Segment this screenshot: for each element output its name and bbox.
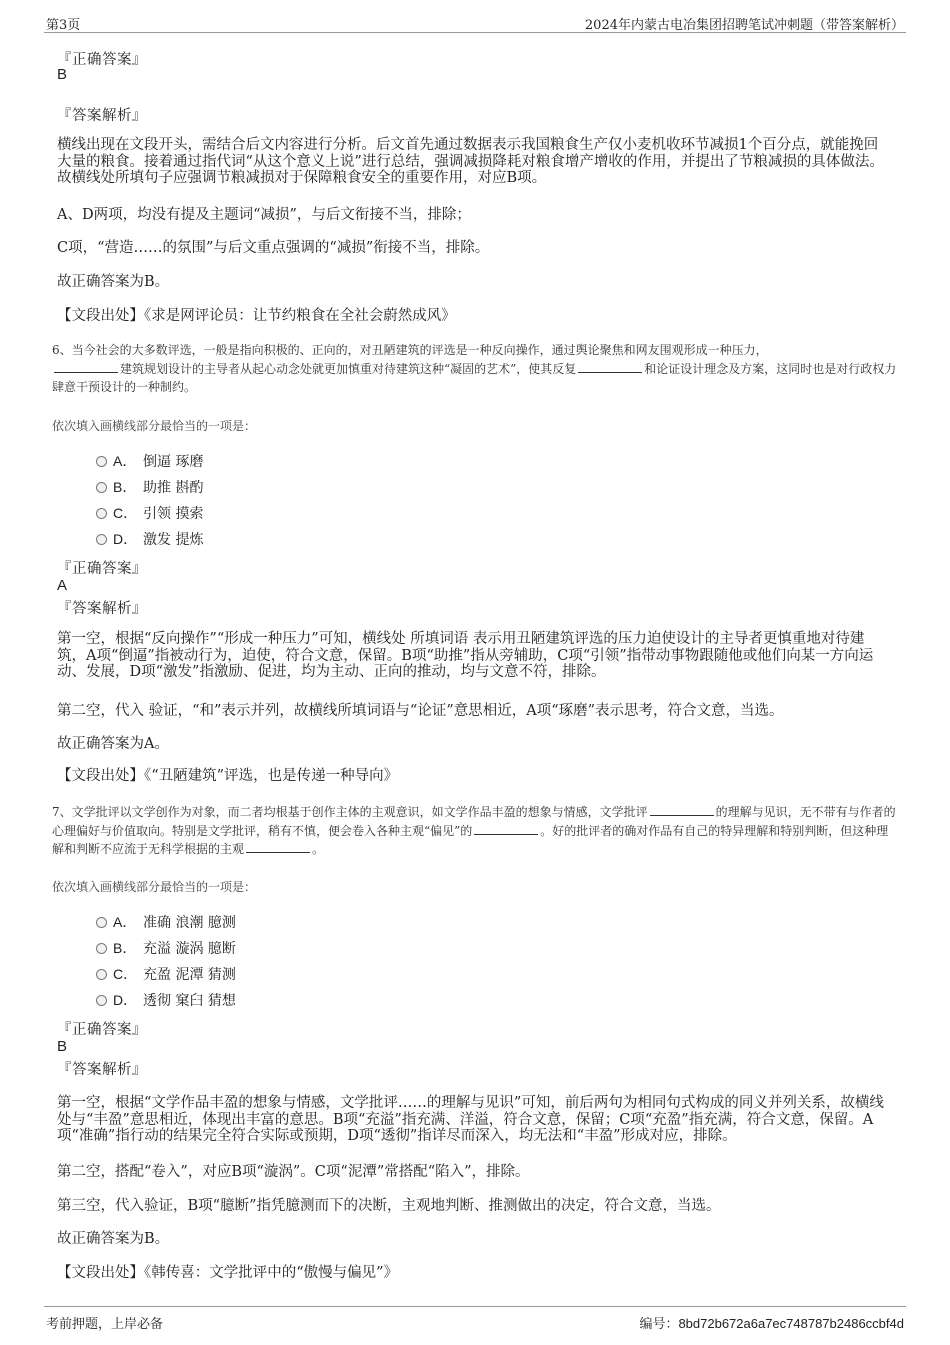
fill-blank — [578, 360, 642, 373]
document-code: 编号：8bd72b672a6a7ec748787b2486ccbf4d — [639, 1316, 904, 1331]
option-c[interactable]: C． 引领 摸索 — [96, 503, 203, 523]
radio-button[interactable] — [96, 508, 107, 519]
analysis-paragraph: 故正确答案为B。 — [57, 1231, 170, 1247]
radio-button[interactable] — [96, 969, 107, 980]
analysis-paragraph: 第二空，代入 验证，“和”表示并列，故横线所填词语与“论证”意思相近，A项“琢磨”表示思考，符合文意，当选。 — [57, 703, 784, 719]
page-number: 第3页 — [46, 18, 81, 33]
answer-label: 『正确答案』 — [57, 1022, 147, 1038]
question-hint: 依次填入画横线部分最恰当的一项是： — [52, 880, 257, 894]
analysis-paragraph: 故正确答案为A。 — [57, 736, 169, 752]
analysis-paragraph: 第二空，搭配“卷入”，对应B项“漩涡”。C项“泥潭”常搭配“陷入”，排除。 — [57, 1164, 530, 1180]
option-a[interactable]: A． 准确 浪潮 臆测 — [96, 912, 236, 932]
document-title: 2024年内蒙古电冶集团招聘笔试冲刺题（带答案解析） — [584, 18, 904, 33]
radio-button[interactable] — [96, 534, 107, 545]
footer-slogan: 考前押题，上岸必备 — [46, 1317, 164, 1332]
analysis-paragraph: 横线出现在文段开头，需结合后文内容进行分析。后文首先通过数据表示我国粮食生产仅小麦机收环节减损1个百分点，就能挽回大量的粮食。接着通过指代词“从这个意义上说”进行总结，强调减损降耗对粮食增产增收的作用，并提出了节粮减损的具体做法。故横线处所填句子应强调节粮减损对于保障粮食安全的重要作用，对应B项。 — [57, 137, 884, 186]
analysis-paragraph: 故正确答案为B。 — [57, 274, 170, 290]
radio-button[interactable] — [96, 943, 107, 954]
analysis-label: 『答案解析』 — [57, 601, 147, 617]
radio-button[interactable] — [96, 482, 107, 493]
analysis-paragraph: A、D两项，均没有提及主题词“减损”，与后文衔接不当，排除； — [57, 207, 471, 223]
answer-value: B — [57, 66, 68, 83]
analysis-label: 『答案解析』 — [57, 1062, 147, 1078]
option-c[interactable]: C． 充盈 泥潭 猜测 — [96, 964, 236, 984]
answer-value: A — [57, 577, 68, 594]
analysis-paragraph: 第三空，代入验证，B项“臆断”指凭臆测而下的决断，主观地判断、推测做出的决定，符合文意，当选。 — [57, 1198, 721, 1214]
analysis-paragraph: C项，“营造……的氛围”与后文重点强调的“减损”衔接不当，排除。 — [57, 240, 490, 256]
radio-button[interactable] — [96, 995, 107, 1006]
answer-value: B — [57, 1038, 68, 1055]
fill-blank — [54, 360, 118, 373]
option-a[interactable]: A． 倒逼 琢磨 — [96, 451, 203, 471]
fill-blank — [474, 822, 538, 835]
source-citation: 【文段出处】《韩传喜：文学批评中的“傲慢与偏见”》 — [57, 1265, 399, 1281]
fill-blank — [650, 803, 714, 816]
page-header — [44, 12, 906, 33]
radio-button[interactable] — [96, 917, 107, 928]
option-b[interactable]: B． 助推 斟酌 — [96, 477, 203, 497]
radio-button[interactable] — [96, 456, 107, 467]
question-stem: 7、文学批评以文学创作为对象，而二者均根基于创作主体的主观意识，如文学作品丰盈的想象与情感，文学批评 的理解与见识，无不带有与作者的心理偏好与价值取向。特别是文学批评，稍有不慎，便会卷入各种主观“偏见”的 。好的批评者的确对作品有自己的特异理解和特别判断，但这种理解和判断不应流于无科学根据的主观 。 — [52, 805, 896, 856]
fill-blank — [246, 840, 310, 853]
answer-label: 『正确答案』 — [57, 52, 147, 68]
analysis-label: 『答案解析』 — [57, 108, 147, 124]
option-d[interactable]: D． 透彻 窠臼 猜想 — [96, 990, 236, 1010]
page-footer — [44, 1306, 906, 1331]
analysis-paragraph: 第一空，根据“文学作品丰盈的想象与情感，文学批评……的理解与见识”可知，前后两句为相同句式构成的同义并列关系，故横线处与“丰盈”意思相近，体现出丰富的意思。B项“充溢”指充满、洋溢，符合文意，保留；C项“充盈”指充满，符合文意，保留。A项“准确”指行动的结果完全符合实际或预期，D项“透彻”指详尽而深入，均无法和“丰盈”形成对应，排除。 — [57, 1095, 884, 1144]
analysis-paragraph: 第一空，根据“反向操作”“形成一种压力”可知，横线处 所填词语 表示用丑陋建筑评选的压力迫使设计的主导者更慎重地对待建筑，A项“倒逼”指被动行为，迫使，符合文意，保留。B项“助推”指从旁辅助，C项“引领”指带动事物跟随他或他们向某一方向运动、发展，D项“激发”指激励、促进，均为主动、正向的推动，均与文意不符，排除。 — [57, 631, 874, 680]
source-citation: 【文段出处】《求是网评论员：让节约粮食在全社会蔚然成风》 — [57, 308, 456, 324]
source-citation: 【文段出处】《“丑陋建筑”评选，也是传递一种导向》 — [57, 768, 399, 784]
question-stem: 6、当今社会的大多数评选，一般是指向积极的、正向的，对丑陋建筑的评选是一种反向操作，通过舆论聚焦和网友围观形成一种压力， 建筑规划设计的主导者从起心动念处就更加慎重对待建筑这种“凝固的艺术”，使其反复 和论证设计理念及方案，这同时也是对行政权力肆意干预设计的一种制约。 — [52, 343, 897, 394]
answer-label: 『正确答案』 — [57, 561, 147, 577]
question-hint: 依次填入画横线部分最恰当的一项是： — [52, 419, 257, 433]
option-b[interactable]: B． 充溢 漩涡 臆断 — [96, 938, 236, 958]
option-d[interactable]: D． 激发 提炼 — [96, 529, 203, 549]
